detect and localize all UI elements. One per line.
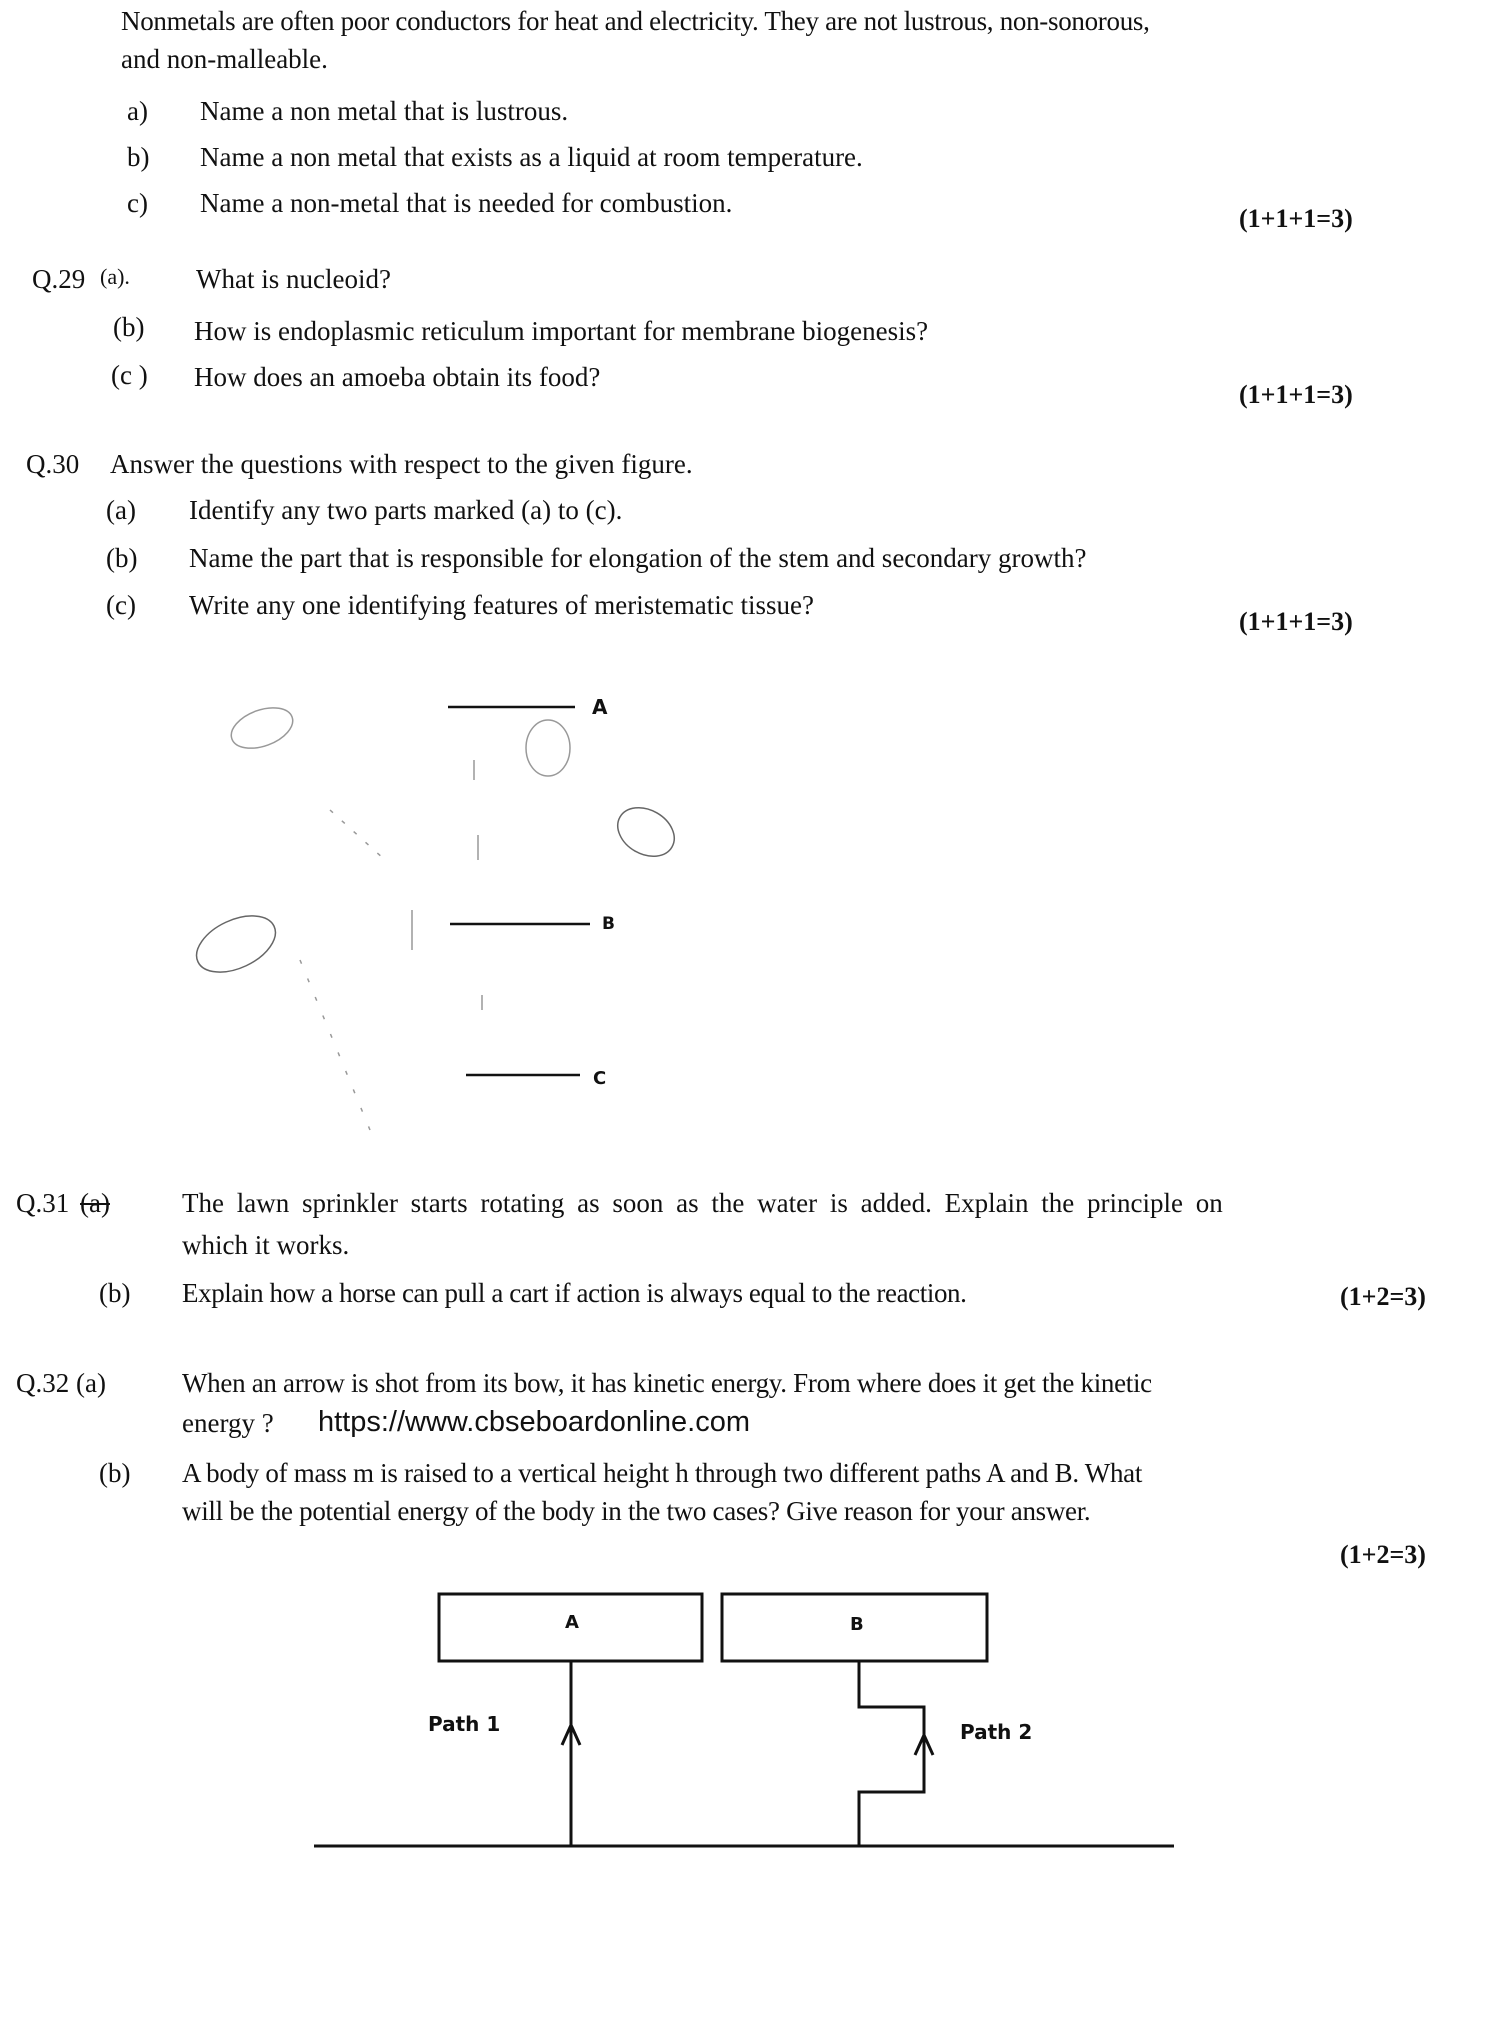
q28-c-text: Name a non-metal that is needed for combustion. (200, 188, 733, 218)
q31-b-text: Explain how a horse can pull a cart if action is always equal to the reaction. (182, 1278, 967, 1308)
q31-a-line1: The lawn sprinkler starts rotating as soon as the water is added. Explain the principle on (182, 1188, 1223, 1218)
q31-a-label: (a) (80, 1188, 110, 1218)
q31-marks: (1+2=3) (1340, 1282, 1426, 1311)
q29-number: Q.29 (32, 264, 86, 294)
q30-number: Q.30 (26, 449, 80, 479)
q31-number: Q.31 (16, 1188, 70, 1218)
q28-intro-line1: Nonmetals are often poor conductors for heat and electricity. They are not lustrous, non-sonorous, (121, 6, 1150, 36)
figure-label-a: A (592, 695, 608, 719)
q28-a-label: a) (127, 96, 148, 126)
q29-b-text: How is endoplasmic reticulum important for membrane biogenesis? (194, 316, 929, 346)
q32-a-line1: When an arrow is shot from its bow, it has kinetic energy. From where does it get the kinetic (182, 1368, 1152, 1398)
q30-a-text: Identify any two parts marked (a) to (c). (189, 495, 623, 525)
q29-a-label: (a). (100, 264, 130, 289)
q30-a-label: (a) (106, 495, 136, 525)
q32-b-line2: will be the potential energy of the body in the two cases? Give reason for your answer. (182, 1496, 1091, 1526)
q32-a-line2: energy ? (182, 1408, 274, 1438)
box-a-label: A (565, 1612, 579, 1633)
q31-b-label: (b) (99, 1278, 131, 1308)
figure-label-c: C (593, 1068, 607, 1089)
q28-intro-line2: and non-malleable. (121, 44, 328, 74)
q32-number: Q.32 (a) (16, 1368, 106, 1398)
figure-label-b: B (602, 914, 615, 934)
q30-c-label: (c) (106, 590, 136, 620)
q28-a-text: Name a non metal that is lustrous. (200, 96, 569, 126)
q30-intro: Answer the questions with respect to the given figure. (110, 449, 693, 479)
q29-c-text: How does an amoeba obtain its food? (194, 362, 601, 392)
q29-c-label: (c ) (111, 360, 148, 390)
q30-marks: (1+1+1=3) (1239, 607, 1353, 636)
q28-c-label: c) (127, 188, 148, 218)
source-url[interactable]: https://www.cbseboardonline.com (318, 1406, 750, 1438)
path2-label: Path 2 (960, 1720, 1033, 1744)
q30-c-text: Write any one identifying features of meristematic tissue? (189, 590, 814, 620)
q32-marks: (1+2=3) (1340, 1540, 1426, 1569)
q30-b-label: (b) (106, 543, 138, 573)
q28-b-text: Name a non metal that exists as a liquid at room temperature. (200, 142, 863, 172)
q32-b-line1: A body of mass m is raised to a vertical height h through two different paths A and B. What (182, 1458, 1143, 1488)
q31-a-line2: which it works. (182, 1230, 350, 1260)
q29-b-label: (b) (113, 312, 145, 342)
box-b-label: B (850, 1614, 864, 1635)
path1-label: Path 1 (428, 1712, 501, 1736)
q28-b-label: b) (127, 142, 150, 172)
q29-a-text: What is nucleoid? (196, 264, 391, 294)
q29-marks: (1+1+1=3) (1239, 380, 1353, 409)
q32-b-label: (b) (99, 1458, 131, 1488)
q30-b-text: Name the part that is responsible for elongation of the stem and secondary growth? (189, 543, 1087, 573)
q28-marks: (1+1+1=3) (1239, 204, 1353, 233)
